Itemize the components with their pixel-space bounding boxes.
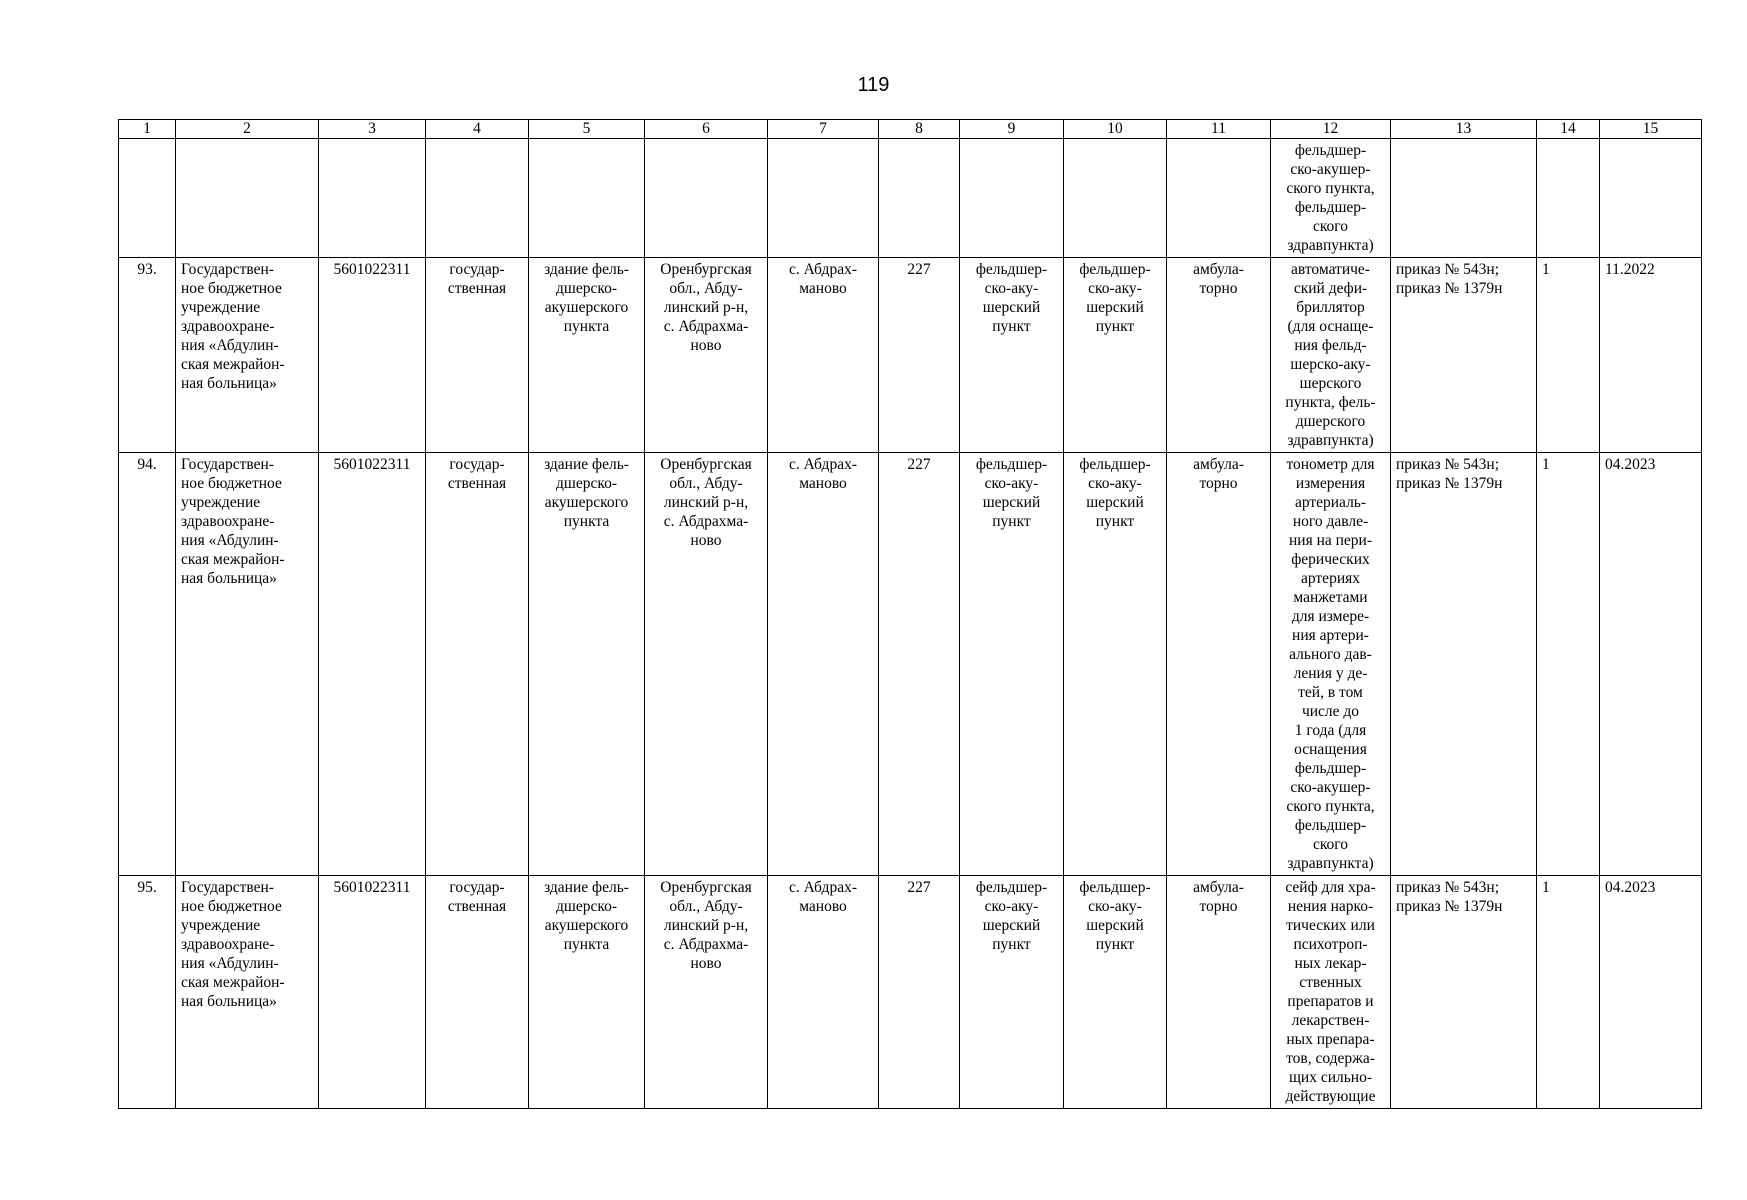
inn-cell: 5601022311 bbox=[319, 453, 426, 876]
table-row bbox=[119, 453, 1702, 876]
quantity-cell: 1 bbox=[1537, 258, 1600, 453]
date-cell: 04.2023 bbox=[1600, 453, 1702, 876]
address-cell: Оренбургская обл., Абду- линский р-н, с. Абдрахма- ново bbox=[645, 453, 768, 876]
equipment-cell: фельдшер- ско-акушер- ского пункта, фельдшер- ского здравпункта) bbox=[1271, 139, 1391, 258]
row-number-cell: 94. bbox=[119, 453, 176, 876]
column-header: 6 bbox=[645, 120, 768, 139]
column-header: 12 bbox=[1271, 120, 1391, 139]
empty-cell bbox=[119, 139, 176, 258]
inn-cell: 5601022311 bbox=[319, 258, 426, 453]
order-cell: приказ № 543н; приказ № 1379н bbox=[1391, 453, 1537, 876]
building-cell: здание фель- дшерско- акушерского пункта bbox=[529, 876, 645, 1109]
column-header: 14 bbox=[1537, 120, 1600, 139]
table-row bbox=[119, 876, 1702, 1109]
column-header: 4 bbox=[426, 120, 529, 139]
empty-cell bbox=[426, 139, 529, 258]
care-form-cell: амбула- торно bbox=[1167, 258, 1271, 453]
row-number-cell: 95. bbox=[119, 876, 176, 1109]
building-cell: здание фель- дшерско- акушерского пункта bbox=[529, 453, 645, 876]
column-header: 11 bbox=[1167, 120, 1271, 139]
code-cell: 227 bbox=[879, 258, 960, 453]
column-header: 3 bbox=[319, 120, 426, 139]
empty-cell bbox=[1064, 139, 1167, 258]
address-cell: Оренбургская обл., Абду- линский р-н, с. Абдрахма- ново bbox=[645, 876, 768, 1109]
column-number-row bbox=[119, 120, 1702, 139]
settlement-cell: с. Абдрах- маново bbox=[768, 876, 879, 1109]
care-form-cell: амбула- торно bbox=[1167, 876, 1271, 1109]
table-row bbox=[119, 258, 1702, 453]
unit-type-cell: фельдшер- ско-аку- шерский пункт bbox=[960, 258, 1064, 453]
settlement-cell: с. Абдрах- маново bbox=[768, 258, 879, 453]
empty-cell bbox=[1537, 139, 1600, 258]
unit-name-cell: фельдшер- ско-аку- шерский пункт bbox=[1064, 258, 1167, 453]
column-header: 2 bbox=[176, 120, 319, 139]
code-cell: 227 bbox=[879, 876, 960, 1109]
column-header: 5 bbox=[529, 120, 645, 139]
empty-cell bbox=[1600, 139, 1702, 258]
date-cell: 11.2022 bbox=[1600, 258, 1702, 453]
unit-type-cell: фельдшер- ско-аку- шерский пункт bbox=[960, 876, 1064, 1109]
column-header: 9 bbox=[960, 120, 1064, 139]
ownership-cell: государ- ственная bbox=[426, 876, 529, 1109]
empty-cell bbox=[768, 139, 879, 258]
row-number-cell: 93. bbox=[119, 258, 176, 453]
order-cell: приказ № 543н; приказ № 1379н bbox=[1391, 258, 1537, 453]
institution-cell: Государствен- ное бюджетное учреждение здравоохране- ния «Абдулин- ская межрайон- ная больница» bbox=[176, 258, 319, 453]
inn-cell: 5601022311 bbox=[319, 876, 426, 1109]
equipment-cell: автоматиче- ский дефи- бриллятор (для оснаще- ния фельд- шерско-аку- шерского пункта, фель- дшерского здравпункта) bbox=[1271, 258, 1391, 453]
unit-name-cell: фельдшер- ско-аку- шерский пункт bbox=[1064, 876, 1167, 1109]
date-cell: 04.2023 bbox=[1600, 876, 1702, 1109]
institution-cell: Государствен- ное бюджетное учреждение здравоохране- ния «Абдулин- ская межрайон- ная больница» bbox=[176, 876, 319, 1109]
quantity-cell: 1 bbox=[1537, 453, 1600, 876]
empty-cell bbox=[1391, 139, 1537, 258]
continuation-row bbox=[119, 139, 1702, 258]
empty-cell bbox=[645, 139, 768, 258]
order-cell: приказ № 543н; приказ № 1379н bbox=[1391, 876, 1537, 1109]
unit-type-cell: фельдшер- ско-аку- шерский пункт bbox=[960, 453, 1064, 876]
column-header: 15 bbox=[1600, 120, 1702, 139]
quantity-cell: 1 bbox=[1537, 876, 1600, 1109]
column-header: 13 bbox=[1391, 120, 1537, 139]
empty-cell bbox=[319, 139, 426, 258]
ownership-cell: государ- ственная bbox=[426, 453, 529, 876]
address-cell: Оренбургская обл., Абду- линский р-н, с. Абдрахма- ново bbox=[645, 258, 768, 453]
column-header: 10 bbox=[1064, 120, 1167, 139]
page-number: 119 bbox=[857, 74, 890, 96]
unit-name-cell: фельдшер- ско-аку- шерский пункт bbox=[1064, 453, 1167, 876]
code-cell: 227 bbox=[879, 453, 960, 876]
building-cell: здание фель- дшерско- акушерского пункта bbox=[529, 258, 645, 453]
empty-cell bbox=[879, 139, 960, 258]
settlement-cell: с. Абдрах- маново bbox=[768, 453, 879, 876]
care-form-cell: амбула- торно bbox=[1167, 453, 1271, 876]
empty-cell bbox=[1167, 139, 1271, 258]
empty-cell bbox=[176, 139, 319, 258]
empty-cell bbox=[529, 139, 645, 258]
column-header: 1 bbox=[119, 120, 176, 139]
institution-cell: Государствен- ное бюджетное учреждение здравоохране- ния «Абдулин- ская межрайон- ная больница» bbox=[176, 453, 319, 876]
column-header: 7 bbox=[768, 120, 879, 139]
empty-cell bbox=[960, 139, 1064, 258]
equipment-cell: сейф для хра- нения нарко- тических или психотроп- ных лекар- ственных препаратов и лекарствен- ных препара- тов, содержа- щих сильно- действующие bbox=[1271, 876, 1391, 1109]
ownership-cell: государ- ственная bbox=[426, 258, 529, 453]
equipment-cell: тонометр для измерения артериаль- ного давле- ния на пери- ферических артериях манжетами для измере- ния артери- ального дав- ления у де- тей, в том числе до 1 года (для оснащения фельдшер- ско-акушер- ского пункта, фельдшер- ского здравпункта) bbox=[1271, 453, 1391, 876]
registry-table bbox=[118, 119, 1702, 1109]
column-header: 8 bbox=[879, 120, 960, 139]
